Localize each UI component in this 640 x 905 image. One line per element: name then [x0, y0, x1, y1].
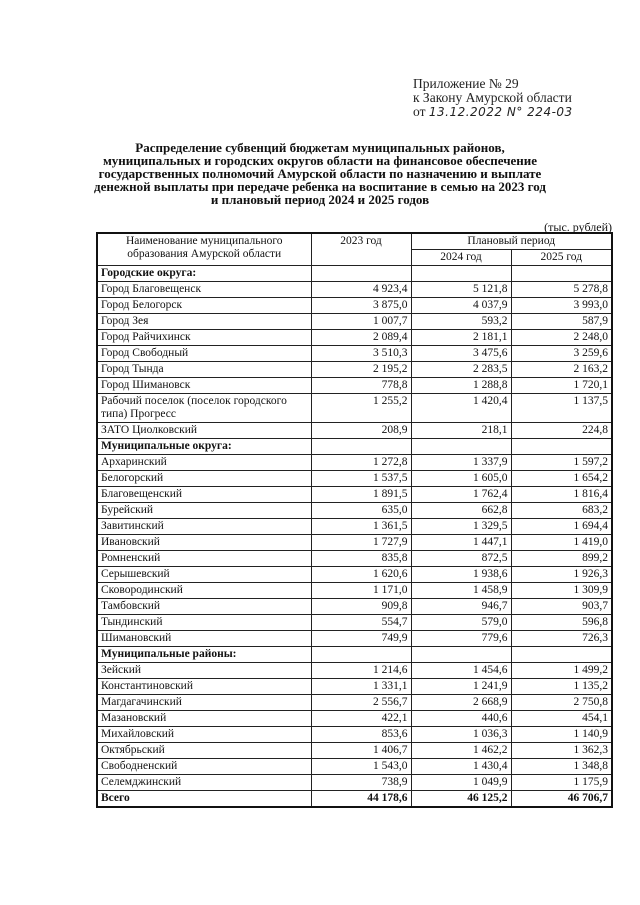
value-2024: 3 475,6 [411, 346, 511, 362]
table-row [97, 455, 612, 471]
value-2023: 208,9 [311, 423, 411, 439]
table-row [97, 679, 612, 695]
value-2023: 1 620,6 [311, 567, 411, 583]
value-2025: 1 720,1 [511, 378, 612, 394]
table-row [97, 599, 612, 615]
value-2024: 1 458,9 [411, 583, 511, 599]
municipality-name: Зейский [97, 663, 311, 679]
table-row [97, 298, 612, 314]
municipality-name: Магдагачинский [97, 695, 311, 711]
value-2023: 2 195,2 [311, 362, 411, 378]
value-2025: 1 694,4 [511, 519, 612, 535]
value-2024: 218,1 [411, 423, 511, 439]
value-2024: 1 605,0 [411, 471, 511, 487]
annex-number: Приложение № 29 [413, 76, 519, 91]
document-title: Распределение субвенций бюджетам муниципальных районов, муниципальных и городских округов области на финансовое обеспечение государственных полномочий Амурской области по назначению и выплате денежной выплаты при передаче ребенка на воспитание в семью на 2023 год и плановый период 2024 и 2025 годов [94, 140, 546, 207]
value-2023: 749,9 [311, 631, 411, 647]
value-2024: 2 283,5 [411, 362, 511, 378]
value-2024: 1 049,9 [411, 775, 511, 791]
annex-block [413, 77, 573, 119]
value-2023: 2 556,7 [311, 695, 411, 711]
value-2023: 554,7 [311, 615, 411, 631]
value-2025: 2 163,2 [511, 362, 612, 378]
total-row [97, 791, 612, 808]
value-2023: 3 510,3 [311, 346, 411, 362]
col-header-2023: 2023 год [311, 233, 411, 266]
total-label: Всего [97, 791, 311, 808]
value-2024: 1 430,4 [411, 759, 511, 775]
value-2024: 2 181,1 [411, 330, 511, 346]
value-2024: 1 454,6 [411, 663, 511, 679]
value-2023: 738,9 [311, 775, 411, 791]
value-2023: 1 007,7 [311, 314, 411, 330]
value-2025: 454,1 [511, 711, 612, 727]
value-2025: 1 135,2 [511, 679, 612, 695]
group-row [97, 266, 612, 282]
municipality-name: Мазановский [97, 711, 311, 727]
municipality-name: Город Тында [97, 362, 311, 378]
annex-date-prefix: от [413, 104, 426, 119]
municipality-name: Ивановский [97, 535, 311, 551]
municipality-name: Свободненский [97, 759, 311, 775]
value-2024: 1 329,5 [411, 519, 511, 535]
table-row [97, 471, 612, 487]
table-row [97, 378, 612, 394]
value-2024: 662,8 [411, 503, 511, 519]
table-row [97, 631, 612, 647]
value-2025: 1 419,0 [511, 535, 612, 551]
table-row [97, 695, 612, 711]
value-2023: 1 255,2 [311, 394, 411, 423]
group-label: Муниципальные районы: [97, 647, 311, 663]
municipality-name: Константиновский [97, 679, 311, 695]
municipality-name: Тамбовский [97, 599, 311, 615]
empty-cell [511, 439, 612, 455]
total-2024: 46 125,2 [411, 791, 511, 808]
municipality-name: Сковородинский [97, 583, 311, 599]
value-2024: 1 762,4 [411, 487, 511, 503]
col-header-name: Наименование муниципального образования Амурской области [97, 233, 311, 266]
value-2024: 4 037,9 [411, 298, 511, 314]
value-2024: 1 938,6 [411, 567, 511, 583]
table-row [97, 759, 612, 775]
value-2025: 726,3 [511, 631, 612, 647]
group-label: Городские округа: [97, 266, 311, 282]
value-2025: 899,2 [511, 551, 612, 567]
empty-cell [411, 647, 511, 663]
value-2025: 2 750,8 [511, 695, 612, 711]
municipality-name: Завитинский [97, 519, 311, 535]
value-2025: 1 140,9 [511, 727, 612, 743]
table-row [97, 743, 612, 759]
value-2024: 1 288,8 [411, 378, 511, 394]
value-2024: 779,6 [411, 631, 511, 647]
value-2024: 946,7 [411, 599, 511, 615]
municipality-name: Серышевский [97, 567, 311, 583]
annex-handwritten-date: 13.12.2022 N° 224-03 [428, 105, 573, 119]
table-row [97, 583, 612, 599]
value-2024: 593,2 [411, 314, 511, 330]
table-row [97, 362, 612, 378]
total-2025: 46 706,7 [511, 791, 612, 808]
municipality-name: Город Благовещенск [97, 282, 311, 298]
value-2025: 5 278,8 [511, 282, 612, 298]
value-2023: 1 891,5 [311, 487, 411, 503]
municipality-name: ЗАТО Циолковский [97, 423, 311, 439]
table-row [97, 394, 612, 423]
col-header-planned: Плановый период [411, 233, 612, 250]
col-header-2024: 2024 год [411, 250, 511, 266]
empty-cell [311, 439, 411, 455]
value-2023: 1 214,6 [311, 663, 411, 679]
value-2023: 909,8 [311, 599, 411, 615]
total-2023: 44 178,6 [311, 791, 411, 808]
value-2024: 5 121,8 [411, 282, 511, 298]
value-2024: 1 420,4 [411, 394, 511, 423]
municipality-name: Архаринский [97, 455, 311, 471]
value-2025: 3 993,0 [511, 298, 612, 314]
value-2023: 835,8 [311, 551, 411, 567]
value-2025: 1 654,2 [511, 471, 612, 487]
value-2024: 1 337,9 [411, 455, 511, 471]
value-2023: 1 361,5 [311, 519, 411, 535]
table-body [97, 266, 612, 808]
table-row [97, 423, 612, 439]
empty-cell [411, 266, 511, 282]
empty-cell [311, 266, 411, 282]
table-row [97, 711, 612, 727]
table-row [97, 775, 612, 791]
municipality-name: Город Свободный [97, 346, 311, 362]
value-2024: 579,0 [411, 615, 511, 631]
value-2023: 422,1 [311, 711, 411, 727]
table-row [97, 330, 612, 346]
annex-law: к Закону Амурской области [413, 90, 572, 105]
value-2025: 1 597,2 [511, 455, 612, 471]
empty-cell [511, 266, 612, 282]
municipality-name: Тындинский [97, 615, 311, 631]
group-row [97, 647, 612, 663]
table-row [97, 727, 612, 743]
table-row [97, 282, 612, 298]
table-row [97, 519, 612, 535]
group-label: Муниципальные округа: [97, 439, 311, 455]
municipality-name: Город Зея [97, 314, 311, 330]
municipality-name: Шимановский [97, 631, 311, 647]
municipality-name: Город Белогорск [97, 298, 311, 314]
value-2025: 903,7 [511, 599, 612, 615]
value-2023: 1 171,0 [311, 583, 411, 599]
table-row [97, 314, 612, 330]
empty-cell [311, 647, 411, 663]
value-2024: 2 668,9 [411, 695, 511, 711]
value-2023: 3 875,0 [311, 298, 411, 314]
empty-cell [511, 647, 612, 663]
value-2024: 1 462,2 [411, 743, 511, 759]
group-row [97, 439, 612, 455]
value-2023: 1 272,8 [311, 455, 411, 471]
municipality-name: Михайловский [97, 727, 311, 743]
value-2025: 224,8 [511, 423, 612, 439]
value-2024: 1 447,1 [411, 535, 511, 551]
value-2025: 596,8 [511, 615, 612, 631]
table-row [97, 535, 612, 551]
municipality-name: Белогорский [97, 471, 311, 487]
value-2023: 1 727,9 [311, 535, 411, 551]
table-row [97, 503, 612, 519]
value-2023: 853,6 [311, 727, 411, 743]
value-2023: 1 331,1 [311, 679, 411, 695]
table-row [97, 615, 612, 631]
value-2025: 2 248,0 [511, 330, 612, 346]
value-2023: 2 089,4 [311, 330, 411, 346]
municipality-name: Благовещенский [97, 487, 311, 503]
table-row [97, 487, 612, 503]
value-2025: 3 259,6 [511, 346, 612, 362]
col-header-2025: 2025 год [511, 250, 612, 266]
value-2025: 1 816,4 [511, 487, 612, 503]
table-row [97, 663, 612, 679]
table-row [97, 567, 612, 583]
value-2024: 1 241,9 [411, 679, 511, 695]
municipality-name: Рабочий поселок (поселок городского типа) Прогресс [97, 394, 311, 423]
value-2024: 440,6 [411, 711, 511, 727]
value-2023: 635,0 [311, 503, 411, 519]
municipality-name: Ромненский [97, 551, 311, 567]
units-label: (тыс. рублей) [544, 220, 612, 234]
value-2024: 872,5 [411, 551, 511, 567]
value-2023: 1 543,0 [311, 759, 411, 775]
value-2025: 1 137,5 [511, 394, 612, 423]
value-2024: 1 036,3 [411, 727, 511, 743]
value-2025: 683,2 [511, 503, 612, 519]
table-row [97, 346, 612, 362]
value-2023: 1 406,7 [311, 743, 411, 759]
value-2025: 1 175,9 [511, 775, 612, 791]
empty-cell [411, 439, 511, 455]
municipality-name: Бурейский [97, 503, 311, 519]
value-2025: 1 348,8 [511, 759, 612, 775]
value-2025: 1 926,3 [511, 567, 612, 583]
value-2023: 778,8 [311, 378, 411, 394]
subsidy-table [96, 232, 613, 808]
value-2025: 587,9 [511, 314, 612, 330]
table-row [97, 551, 612, 567]
value-2025: 1 362,3 [511, 743, 612, 759]
value-2025: 1 499,2 [511, 663, 612, 679]
value-2023: 4 923,4 [311, 282, 411, 298]
municipality-name: Октябрьский [97, 743, 311, 759]
value-2025: 1 309,9 [511, 583, 612, 599]
municipality-name: Город Шимановск [97, 378, 311, 394]
municipality-name: Селемджинский [97, 775, 311, 791]
annex-date [413, 105, 573, 119]
value-2023: 1 537,5 [311, 471, 411, 487]
municipality-name: Город Райчихинск [97, 330, 311, 346]
